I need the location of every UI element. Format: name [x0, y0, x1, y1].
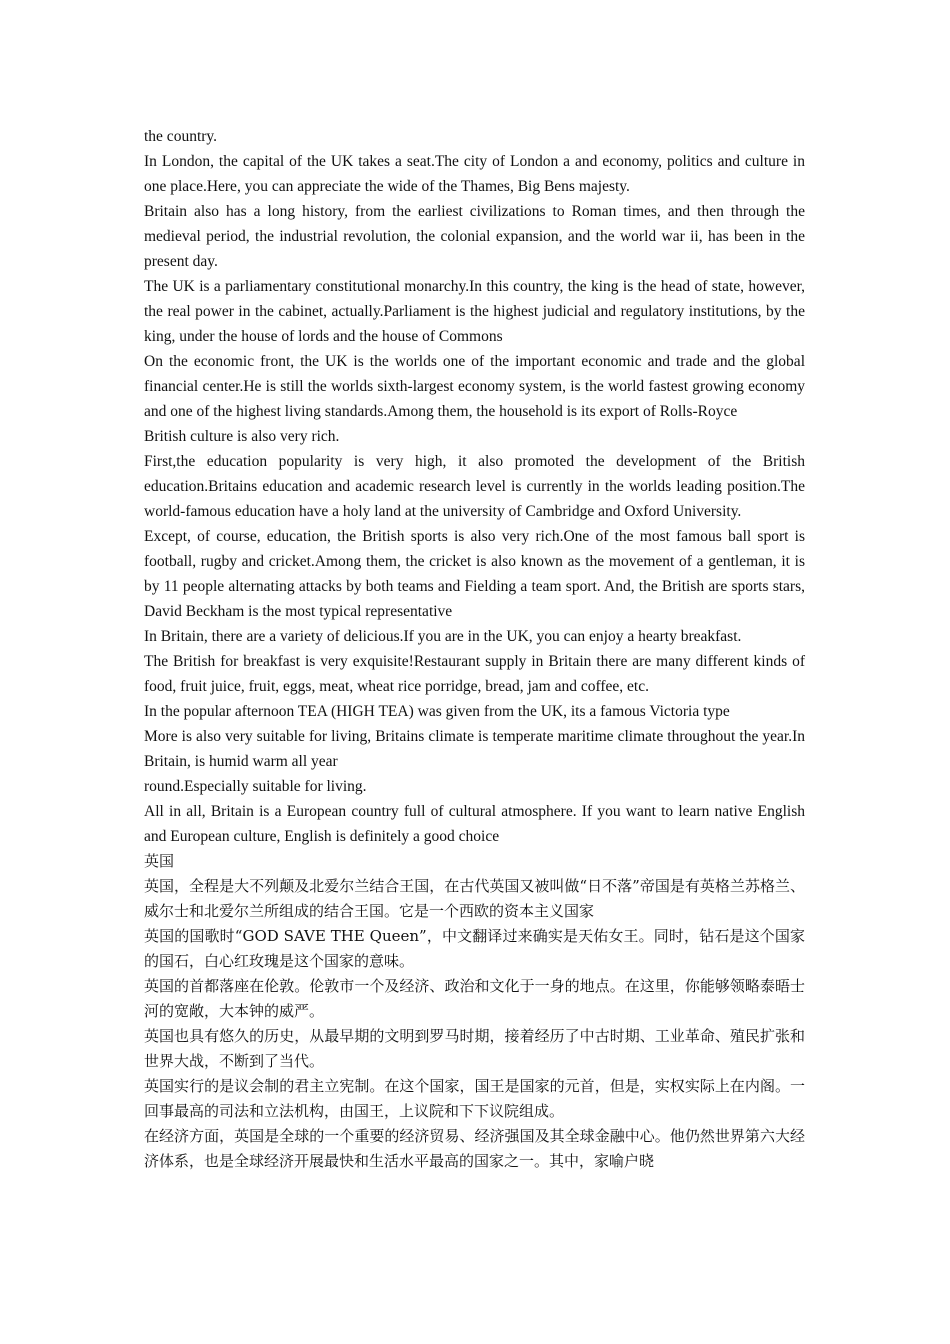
paragraph: First,the education popularity is very high, it also promoted the development of the British education.Britains education and academic research level is currently in the worlds leading position.The world-famous education have a holy land at the university of Cambridge and Oxford University. — [144, 453, 805, 520]
paragraph: On the economic front, the UK is the worlds one of the important economic and trade and the global financial center.He is still the worlds sixth-largest economy system, is the world fastest growing economy and one of the highest living standards.Among them, the household is its export of Rolls-Royce — [144, 353, 805, 420]
paragraph: 英国的国歌时“GOD SAVE THE Queen”，中文翻译过来确实是天佑女王。同时，钻石是这个国家的国石，白心红玫瑰是这个国家的意味。 — [144, 927, 805, 970]
paragraph: round.Especially suitable for living. — [144, 778, 367, 795]
paragraph: The British for breakfast is very exquisite!Restaurant supply in Britain there are many different kinds of food, fruit juice, fruit, eggs, meat, wheat rice porridge, bread, jam and coffee, etc. — [144, 653, 805, 695]
paragraph: 英国也具有悠久的历史，从最早期的文明到罗马时期，接着经历了中古时期、工业革命、殖民扩张和世界大战，不断到了当代。 — [144, 1027, 805, 1070]
paragraph: Britain also has a long history, from the earliest civilizations to Roman times, and then through the medieval period, the industrial revolution, the colonial expansion, and the world war ii, has been in the present day. — [144, 203, 805, 270]
paragraph: 英国实行的是议会制的君主立宪制。在这个国家，国王是国家的元首，但是，实权实际上在内阁。一回事最高的司法和立法机构，由国王，上议院和下下议院组成。 — [144, 1077, 805, 1120]
paragraph: the country. — [144, 128, 218, 145]
paragraph: 英国，全程是大不列颠及北爱尔兰结合王国，在古代英国又被叫做“日不落”帝国是有英格兰苏格兰、威尔士和北爱尔兰所组成的结合王国。它是一个西欧的资本主义国家 — [144, 877, 805, 920]
paragraph: 英国的首都落座在伦敦。伦敦市一个及经济、政治和文化于一身的地点。在这里，你能够领略泰晤士河的宽敞，大本钟的威严。 — [144, 977, 805, 1020]
paragraph: British culture is also very rich. — [144, 428, 340, 445]
paragraph: Except, of course, education, the British sports is also very rich.One of the most famous ball sport is football, rugby and cricket.Among them, the cricket is also known as the movement of a gentleman, it is by 11 people alternating attacks by both teams and Fielding a team sport. And, the British are sports stars, David Beckham is the most typical representative — [144, 528, 805, 620]
paragraph: The UK is a parliamentary constitutional monarchy.In this country, the king is the head of state, however, the real power in the cabinet, actually.Parliament is the highest judicial and regulatory institutions, by the king, under the house of lords and the house of Commons — [144, 278, 805, 345]
paragraph: More is also very suitable for living, Britains climate is temperate maritime climate throughout the year.In Britain, is humid warm all year — [144, 728, 805, 770]
paragraph: In London, the capital of the UK takes a seat.The city of London a and economy, politics and culture in one place.Here, you can appreciate the wide of the Thames, Big Bens majesty. — [144, 153, 805, 195]
paragraph: 在经济方面，英国是全球的一个重要的经济贸易、经济强国及其全球金融中心。他仍然世界第六大经济体系，也是全球经济开展最快和生活水平最高的国家之一。其中，家喻户晓 — [144, 1127, 805, 1170]
paragraph: In Britain, there are a variety of delicious.If you are in the UK, you can enjoy a hearty breakfast. — [144, 628, 742, 645]
section-heading: 英国 — [144, 852, 175, 870]
paragraph: In the popular afternoon TEA (HIGH TEA) was given from the UK, its a famous Victoria type — [144, 703, 730, 720]
paragraph: All in all, Britain is a European country full of cultural atmosphere. If you want to learn native English and European culture, English is definitely a good choice — [144, 803, 805, 845]
document-body — [144, 124, 805, 1174]
